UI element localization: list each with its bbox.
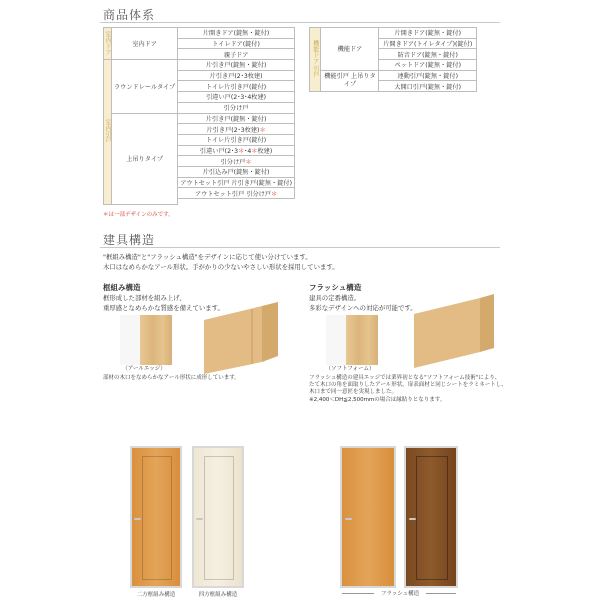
door-white-four-way-frame <box>192 446 244 588</box>
item-cell: 引分け戸＊ <box>178 156 295 167</box>
door-panel <box>416 456 448 580</box>
swatch-white <box>120 315 140 365</box>
item-cell: 片引込み戸(錠無・錠付) <box>178 166 295 177</box>
door-walnut-flush <box>404 446 458 588</box>
door-handle <box>196 518 203 520</box>
item-cell: 引違い戸(2･3･4枚建) <box>178 92 295 103</box>
subcategory-cell: ラウンドレールタイプ <box>112 60 178 113</box>
flush-structure-desc-2: 多彩なデザインへの対応が可能です。 <box>309 304 417 312</box>
item-cell: 大開口引戸(錠無・錠付) <box>379 81 477 92</box>
product-table-right <box>309 27 477 92</box>
category-cell: 機能ドア 引戸 <box>310 28 321 92</box>
door-oak-flush <box>340 446 396 588</box>
item-cell: 引分け戸 <box>178 102 295 113</box>
edge-swatch <box>326 315 378 365</box>
flush-doors-caption: フラッシュ構造 <box>374 589 426 597</box>
flush-footnote-1: フラッシュ構造の建具エッジでは業界初となる"ソフトフォーム技術"により、 <box>309 375 501 381</box>
frame-panel-illustration <box>200 300 282 375</box>
subcategory-cell: 機能引戸 上吊りタイプ <box>321 70 379 91</box>
star-mark: ＊ <box>238 147 245 155</box>
door-panel <box>142 456 172 580</box>
item-cell: 片開きドア(錠無・錠付) <box>379 28 477 39</box>
item-cell: ペットドア(錠無・錠付) <box>379 60 477 71</box>
frame-structure-desc-1: 框形成した部材を組み上げ、 <box>103 294 186 302</box>
edge-swatch-label: （ソフトフォーム） <box>325 366 375 372</box>
edge-swatch <box>120 315 172 365</box>
panel-side <box>480 294 494 352</box>
door-oak-two-way-frame <box>130 446 182 588</box>
flush-structure-desc-1: 建具の定番構造。 <box>309 294 361 302</box>
item-cell: 片引き戸(錠無・錠付) <box>178 113 295 124</box>
swatch-wood <box>346 315 378 365</box>
table-note: ＊は一部デザインのみです。 <box>103 212 174 218</box>
flush-panel-illustration <box>410 292 496 372</box>
star-mark: ＊ <box>245 158 252 166</box>
subcategory-cell: 室内ドア <box>112 28 178 60</box>
door1-caption: 二方框組み構造 <box>136 592 176 598</box>
item-cell: アウトセット引戸 引分け戸＊ <box>178 188 295 199</box>
panel-face <box>204 306 262 374</box>
flush-footnote-4: ※2,400＜DH≦2,500mmの場合は縁貼りとなります。 <box>309 397 446 403</box>
door-handle <box>134 518 141 520</box>
section-divider <box>100 247 500 248</box>
item-cell: トイレ片引き戸(錠付) <box>178 81 295 92</box>
edge-swatch-label: （アールエッジ） <box>122 366 166 372</box>
subcategory-cell: 上吊りタイプ <box>112 113 178 205</box>
section-title-structure: 建具構造 <box>103 233 156 247</box>
item-cell: トイレドア(錠付) <box>178 38 295 49</box>
item-cell: 防音ドア(錠無・錠付) <box>379 49 477 60</box>
star-mark: ＊ <box>271 190 278 198</box>
item-cell: 片開きドア(トイレタイプ)(錠付) <box>379 38 477 49</box>
flush-footnote-2: たて木口の角を面取りしたアール形状。扉表面材と同じシートをラミネートし、 <box>309 382 507 388</box>
panel-side <box>262 302 278 362</box>
spacer-cell <box>178 203 295 205</box>
category-cell: 室内ドア <box>104 28 112 60</box>
intro-line-1: "框組み構造"と"フラッシュ構造"をデザインに応じて使い分けています。 <box>103 253 312 261</box>
intro-line-2: 木口はなめらかなアール形状。手がかりの少ないやさしい形状を採用しています。 <box>103 263 339 271</box>
item-cell: 片開きドア(錠無・錠付) <box>178 28 295 39</box>
star-mark: ＊ <box>251 147 258 155</box>
section-title-product-lineup: 商品体系 <box>103 8 156 22</box>
flush-footnote-3: 木口まで同一意匠を実現しました。 <box>309 389 398 395</box>
section-divider <box>100 22 500 23</box>
frame-structure-footnote: 部材の木口をなめらかなアール形状に成形しています。 <box>103 375 240 381</box>
door-handle <box>345 518 352 520</box>
flush-structure-title: フラッシュ構造 <box>309 283 362 292</box>
panel-face <box>414 298 480 368</box>
frame-structure-desc-2: 重厚感となめらかな質感を備えています。 <box>103 304 224 312</box>
item-cell: 片引き戸(2･3枚建)＊ <box>178 124 295 135</box>
subcategory-cell: 機能ドア <box>321 28 379 71</box>
item-cell: 親子ドア <box>178 49 295 60</box>
category-cell: 室内引戸 <box>104 60 112 205</box>
swatch-wood <box>140 315 172 365</box>
frame-structure-title: 框組み構造 <box>103 283 141 292</box>
product-table-left <box>103 27 295 205</box>
item-cell: 片引き戸(2･3枚建) <box>178 70 295 81</box>
item-cell: 連動引戸(錠無・錠付) <box>379 70 477 81</box>
door2-caption: 四方框組み構造 <box>198 592 238 598</box>
star-mark: ＊ <box>259 126 266 134</box>
door-panel <box>204 456 234 580</box>
swatch-white <box>326 315 346 365</box>
item-cell: トイレ片引き戸(錠付) <box>178 134 295 145</box>
item-cell: 片引き戸(錠無・錠付) <box>178 60 295 71</box>
item-cell: 引違い戸(2･3＊･4＊枚建) <box>178 145 295 156</box>
item-cell: アウトセット引戸 片引き戸(錠無・錠付) <box>178 177 295 188</box>
door-handle <box>409 518 416 520</box>
